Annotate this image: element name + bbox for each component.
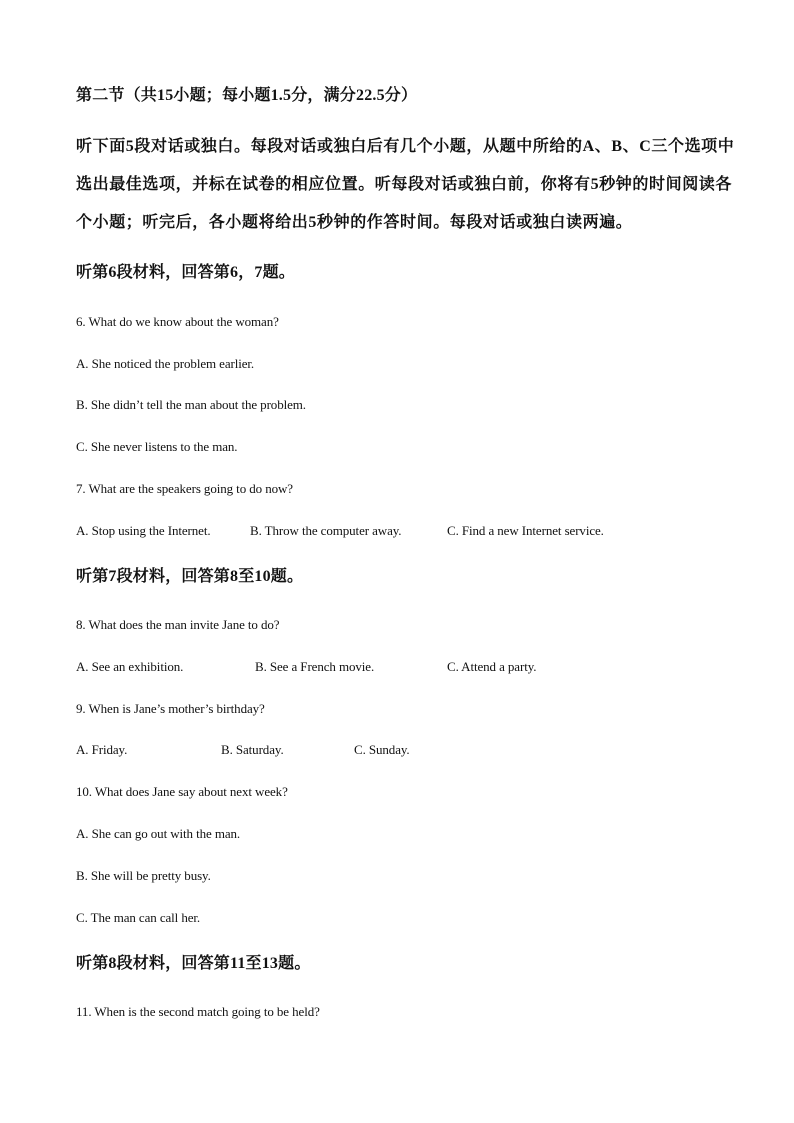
question-7-option-b: B. Throw the computer away.: [250, 523, 402, 538]
group-heading-material-8: 听第8段材料，回答第11至13题。: [76, 955, 311, 972]
question-6-option-b: B. She didn’t tell the man about the problem.: [76, 397, 306, 412]
question-8-stem: 8. What does the man invite Jane to do?: [76, 617, 280, 632]
question-8-option-b: B. See a French movie.: [255, 659, 375, 674]
question-9-option-a: A. Friday.: [76, 742, 128, 757]
question-10-option-a: A. She can go out with the man.: [76, 826, 241, 841]
group-heading-material-7: 听第7段材料，回答第8至10题。: [76, 568, 304, 585]
section-title: 第二节（共15小题；每小题1.5分，满分22.5分）: [76, 87, 418, 104]
question-6-option-a: A. She noticed the problem earlier.: [76, 356, 255, 371]
instructions-line-3: 个小题；听完后，各小题将给出5秒钟的作答时间。每段对话或独白读两遍。: [76, 214, 633, 231]
question-8-option-a: A. See an exhibition.: [76, 659, 184, 674]
question-6-option-c: C. She never listens to the man.: [76, 439, 238, 454]
question-11-stem: 11. When is the second match going to be held?: [76, 1004, 320, 1019]
question-7-option-a: A. Stop using the Internet.: [76, 523, 211, 538]
question-10-option-c: C. The man can call her.: [76, 910, 201, 925]
question-6-stem: 6. What do we know about the woman?: [76, 314, 279, 329]
question-7-option-c: C. Find a new Internet service.: [447, 523, 604, 538]
question-8-option-c: C. Attend a party.: [447, 659, 537, 674]
question-10-stem: 10. What does Jane say about next week?: [76, 784, 288, 799]
group-heading-material-6: 听第6段材料，回答第6，7题。: [76, 264, 296, 281]
instructions-line-1: 听下面5段对话或独白。每段对话或独白后有几个小题，从题中所给的A、B、C三个选项中: [76, 138, 735, 155]
question-9-option-b: B. Saturday.: [221, 742, 284, 757]
question-9-option-c: C. Sunday.: [354, 742, 410, 757]
question-9-stem: 9. When is Jane’s mother’s birthday?: [76, 701, 265, 716]
instructions-line-2: 选出最佳选项，并标在试卷的相应位置。听每段对话或独白前，你将有5秒钟的时间阅读各: [76, 176, 733, 193]
question-7-stem: 7. What are the speakers going to do now?: [76, 481, 293, 496]
question-10-option-b: B. She will be pretty busy.: [76, 868, 211, 883]
